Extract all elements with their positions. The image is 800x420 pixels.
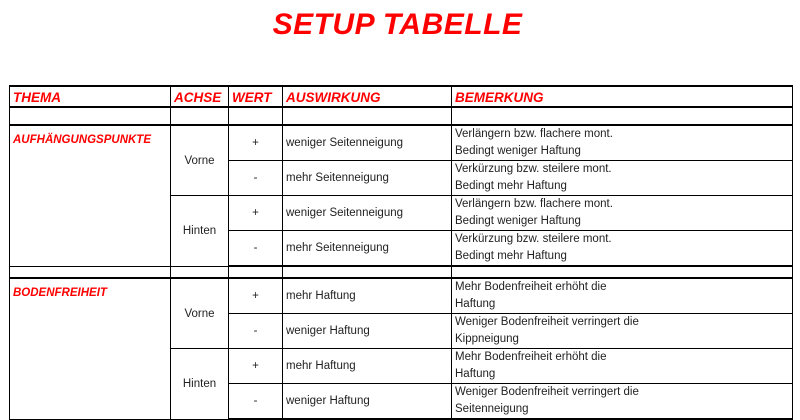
- note-cell: [452, 196, 793, 231]
- note-cell: [452, 349, 793, 384]
- note-line: Verlängern bzw. flachere mont.: [455, 128, 613, 140]
- value-cell: +: [229, 196, 283, 231]
- effect-cell: mehr Seitenneigung: [283, 231, 452, 267]
- note-line: Weniger Bodenfreiheit verringert die: [455, 316, 639, 328]
- note-line: Kippneigung: [455, 333, 519, 345]
- note-line: Weniger Bodenfreiheit verringert die: [455, 386, 639, 398]
- value-cell: -: [229, 314, 283, 349]
- topic-cell: BODENFREIHEIT: [10, 278, 171, 419]
- axis-cell: Hinten: [171, 349, 229, 420]
- note-cell: [452, 125, 793, 161]
- effect-cell: mehr Seitenneigung: [283, 161, 452, 196]
- axis-cell: Vorne: [171, 125, 229, 196]
- value-cell: -: [229, 231, 283, 267]
- note-line: Bedingt weniger Haftung: [455, 215, 581, 227]
- value-cell: -: [229, 384, 283, 420]
- value-cell: +: [229, 125, 283, 161]
- axis-cell: Vorne: [171, 278, 229, 349]
- note-cell: [452, 278, 793, 314]
- note-cell: [452, 384, 793, 420]
- note-line: Verlängern bzw. flachere mont.: [455, 198, 613, 210]
- blank-row: [10, 107, 793, 125]
- note-line: Bedingt mehr Haftung: [455, 180, 567, 192]
- note-line: Verkürzung bzw. steilere mont.: [455, 163, 612, 175]
- page-title: SETUP TABELLE: [272, 8, 523, 41]
- note-line: Bedingt weniger Haftung: [455, 145, 581, 157]
- effect-cell: weniger Seitenneigung: [283, 125, 452, 161]
- note-line: Haftung: [455, 368, 496, 380]
- effect-cell: weniger Haftung: [283, 384, 452, 420]
- header-thema: THEMA: [10, 86, 171, 107]
- header-bemerkung: BEMERKUNG: [452, 86, 793, 107]
- header-wert: WERT: [229, 86, 283, 107]
- note-line: Mehr Bodenfreiheit erhöht die: [455, 281, 607, 293]
- note-cell: [452, 314, 793, 349]
- value-cell: +: [229, 278, 283, 314]
- value-cell: +: [229, 349, 283, 384]
- spacer-row: [10, 266, 793, 278]
- effect-cell: weniger Haftung: [283, 314, 452, 349]
- effect-cell: weniger Seitenneigung: [283, 196, 452, 231]
- effect-cell: mehr Haftung: [283, 349, 452, 384]
- header-achse: ACHSE: [171, 86, 229, 107]
- table-row: [10, 278, 793, 314]
- note-cell: [452, 231, 793, 267]
- effect-cell: mehr Haftung: [283, 278, 452, 314]
- note-line: Bedingt mehr Haftung: [455, 250, 567, 262]
- note-line: Seitenneigung: [455, 403, 529, 415]
- note-line: Haftung: [455, 298, 496, 310]
- header-auswirkung: AUSWIRKUNG: [283, 86, 452, 107]
- note-line: Verkürzung bzw. steilere mont.: [455, 233, 612, 245]
- setup-table: [9, 85, 793, 420]
- table-row: [10, 125, 793, 161]
- note-line: Mehr Bodenfreiheit erhöht die: [455, 351, 607, 363]
- axis-cell: Hinten: [171, 196, 229, 267]
- header-row: [10, 86, 793, 107]
- note-cell: [452, 161, 793, 196]
- topic-cell: AUFHÄNGUNGSPUNKTE: [10, 125, 171, 266]
- value-cell: -: [229, 161, 283, 196]
